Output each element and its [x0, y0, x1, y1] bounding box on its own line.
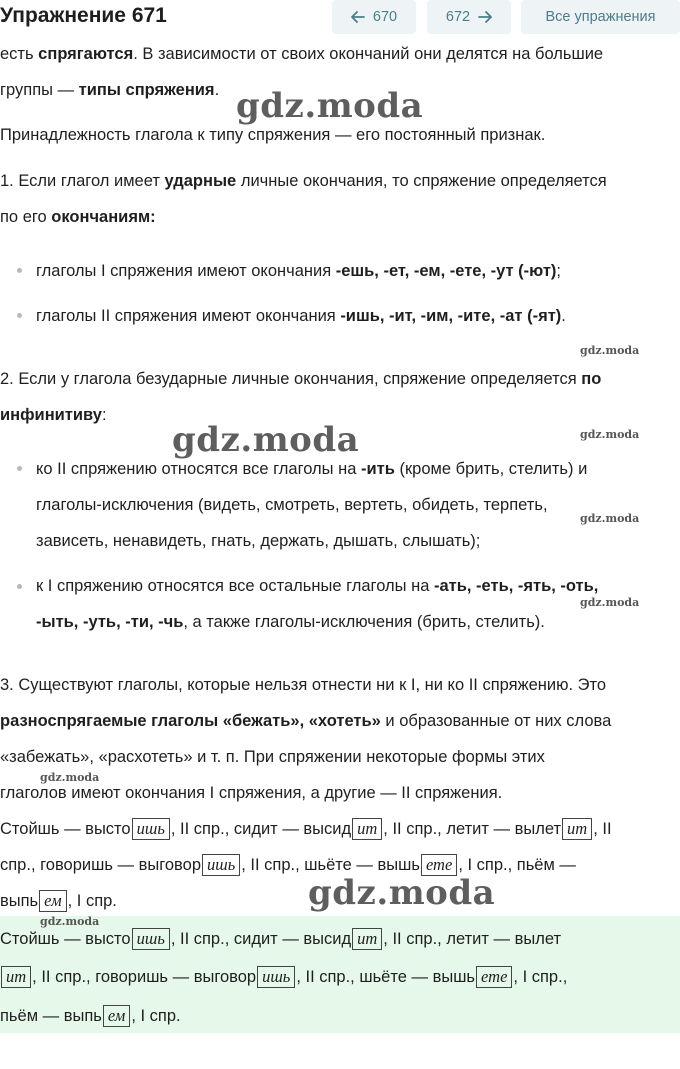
answer-line-1 [0, 928, 561, 950]
text: к I спряжению относятся все остальные глаголы на [36, 577, 434, 595]
text: (кроме брить, стелить) и [394, 460, 588, 478]
bullet-conj-2-infinitive-line-2: глаголы-исключения (видеть, смотреть, вертеть, обидеть, терпеть, [36, 496, 548, 514]
prev-exercise-label: 670 [372, 9, 398, 25]
prev-exercise-button[interactable] [332, 0, 416, 34]
watermark-small: gdz.moda [40, 771, 100, 784]
ending-box: ит [352, 818, 382, 840]
text: , II спр., сидит — высид [170, 930, 352, 948]
text: спр., говоришь — выговор [0, 856, 201, 874]
watermark-logo: gdz.moda [172, 420, 360, 460]
ending-box: ит [352, 928, 382, 950]
bold-text: -ишь, -ит, -им, -ите, -ат (-ят) [340, 307, 562, 325]
ending-box: ит [562, 818, 592, 840]
ending-box: ем [103, 1005, 130, 1027]
text: глаголы I спряжения имеют окончания [36, 262, 336, 280]
text: , II спр., шьёте — вышь [296, 968, 476, 986]
text: личные окончания, то спряжение определяется [236, 172, 607, 190]
rule-2-line-1 [0, 369, 601, 389]
ending-box: ишь [132, 818, 170, 840]
watermark-small: gdz.moda [40, 915, 100, 928]
intro-line-2 [0, 80, 219, 100]
text: , II спр., говоришь — выговор [32, 968, 257, 986]
next-exercise-button[interactable] [427, 0, 511, 34]
answer-line-3 [0, 1005, 181, 1027]
example-line-1 [0, 818, 612, 840]
bullet-dot [17, 313, 22, 318]
text: , I спр., [513, 968, 568, 986]
top-bar [0, 0, 680, 36]
text: выпь [0, 892, 39, 910]
text: по его [0, 208, 52, 226]
text: , I спр. [131, 1007, 181, 1025]
arrow-right-icon [478, 11, 492, 23]
bullet-conj-2-infinitive-line-1 [36, 459, 587, 479]
bullet-dot [17, 268, 22, 273]
text: глаголы II спряжения имеют окончания [36, 307, 341, 325]
bullet-dot [17, 466, 22, 471]
text: 2. Если у глагола безударные личные окончания, спряжение определяется [0, 370, 582, 388]
text: ; [556, 262, 562, 280]
text: . [214, 81, 220, 99]
text: . [561, 307, 566, 325]
answer-line-2 [0, 966, 567, 988]
bold-text: типы спряжения [78, 81, 215, 99]
bullet-conj-1 [36, 261, 561, 281]
intro-line-1 [0, 44, 603, 64]
ending-box: ит [1, 966, 31, 988]
bold-text: -ать, -еть, -ять, -оть, [433, 577, 599, 595]
page-title: Упражнение 671 [0, 4, 167, 27]
watermark-small: gdz.moda [580, 344, 640, 357]
rule-3-line-3: «забежать», «расхотеть» и т. п. При спряжении некоторые формы этих [0, 748, 545, 766]
bullet-conj-2-infinitive-line-3: зависеть, ненавидеть, гнать, держать, дышать, слышать); [36, 532, 481, 550]
text: , II [593, 820, 612, 838]
rule-1-line-1 [0, 171, 607, 191]
bold-text: -ыть, -уть, -ти, -чь [36, 613, 184, 631]
text: : [101, 406, 107, 424]
ending-box: ишь [257, 966, 295, 988]
rule-2-line-2 [0, 405, 107, 425]
bold-text: ударные [164, 172, 237, 190]
ending-box: ишь [202, 854, 240, 876]
ending-box: ете [421, 854, 457, 876]
text: группы — [0, 81, 79, 99]
rule-1-line-2 [0, 207, 156, 227]
bold-text: инфинитиву [0, 406, 102, 424]
ending-box: ете [476, 966, 512, 988]
ending-box: ем [39, 890, 66, 912]
text: , II спр., шьёте — вышь [241, 856, 420, 874]
text: , I спр. [67, 892, 117, 910]
text: , I спр., пьём — [458, 856, 576, 874]
text: , II спр., летит — вылет [383, 820, 562, 838]
text: пьём — выпь [0, 1007, 102, 1025]
text: , а также глаголы-исключения (брить, стелить). [183, 613, 545, 631]
bullet-conj-1-infinitive-line-2 [36, 612, 545, 632]
text: , II спр., сидит — высид [170, 820, 352, 838]
text: и образованные от них слова [380, 712, 612, 730]
arrow-left-icon [351, 11, 365, 23]
bold-text: окончаниям: [51, 208, 156, 226]
bullet-conj-2 [36, 306, 566, 326]
rule-3-line-4: глаголов имеют окончания I спряжения, а другие — II спряжения. [0, 784, 503, 802]
watermark-logo: gdz.moda [236, 86, 424, 126]
bold-text: разноспрягаемые глаголы «бежать», «хотеть» [0, 712, 381, 730]
bold-text: -ить [360, 460, 395, 478]
text: Стойшь — высто [0, 930, 131, 948]
ending-box: ишь [132, 928, 170, 950]
bold-text: спрягаются [38, 45, 134, 63]
text: . В зависимости от своих окончаний они делятся на большие [133, 45, 604, 63]
bullet-conj-1-infinitive-line-1 [36, 576, 598, 596]
watermark-logo: gdz.moda [308, 873, 496, 913]
rule-3-line-1: 3. Существуют глаголы, которые нельзя отнести ни к I, ни ко II спряжению. Это [0, 676, 607, 694]
example-line-3 [0, 890, 117, 912]
all-exercises-label: Все упражнения [545, 9, 656, 25]
next-exercise-label: 672 [445, 9, 471, 25]
watermark-small: gdz.moda [580, 428, 640, 441]
watermark-small: gdz.moda [580, 596, 640, 609]
all-exercises-button[interactable] [521, 0, 680, 34]
bold-text: по [581, 370, 602, 388]
text: , II спр., летит — вылет [383, 930, 562, 948]
text: Стойшь — высто [0, 820, 131, 838]
bullet-dot [17, 584, 22, 589]
text: 1. Если глагол имеет [0, 172, 165, 190]
rule-3-line-2 [0, 711, 611, 731]
bold-text: -ешь, -ет, -ем, -ете, -ут (-ют) [335, 262, 557, 280]
text: ко II спряжению относятся все глаголы на [36, 460, 361, 478]
watermark-small: gdz.moda [580, 512, 640, 525]
text: есть [0, 45, 39, 63]
paragraph-permanent-feature: Принадлежность глагола к типу спряжения — его постоянный признак. [0, 126, 546, 144]
